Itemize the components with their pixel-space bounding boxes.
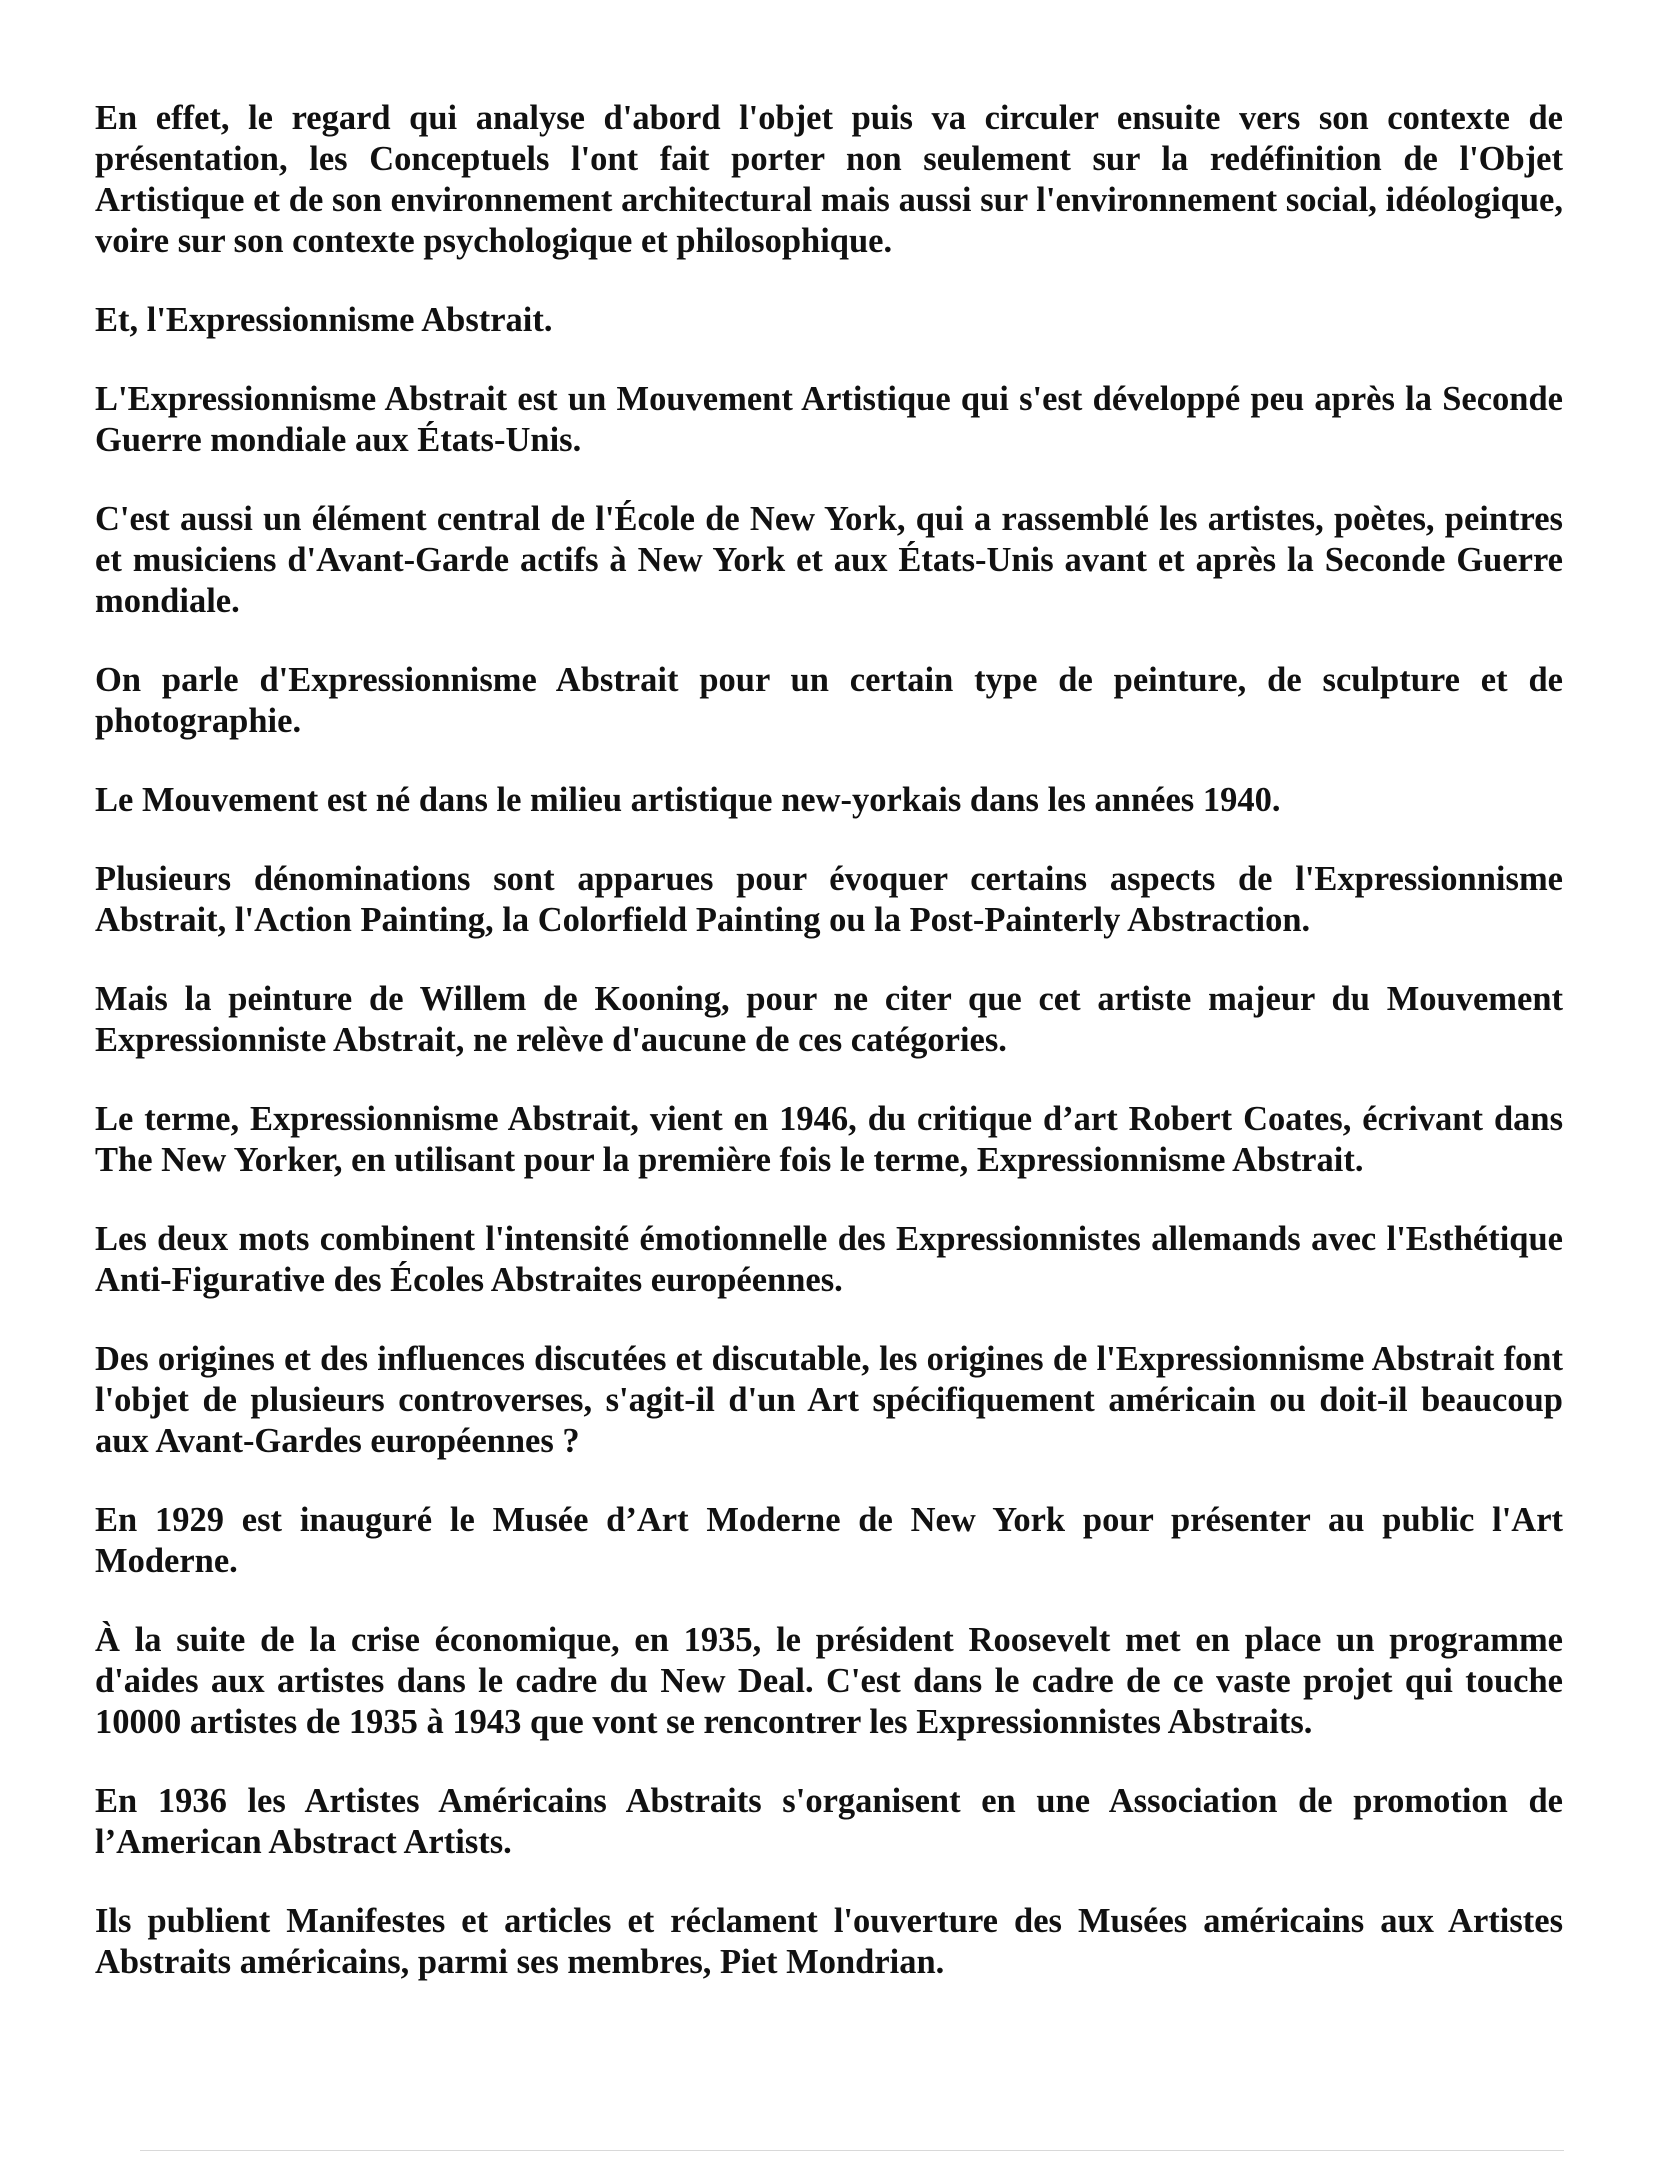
paragraph-new-york-school: C'est aussi un élément central de l'École de New York, qui a rassemblé les artistes, poètes, peintres et musiciens d'Avant-Garde actifs à New York et aux États-Unis avant et après la Seconde Guerre mondiale. (95, 500, 1563, 620)
paragraph-media-types: On parle d'Expressionnisme Abstrait pour un certain type de peinture, de sculpture et de photographie. (95, 661, 1563, 740)
paragraph-manifestos: Ils publient Manifestes et articles et réclament l'ouverture des Musées américains aux Artistes Abstraits américains, parmi ses membres, Piet Mondrian. (95, 1902, 1563, 1981)
document-page (95, 98, 1563, 2021)
paragraph-moma-1929: En 1929 est inauguré le Musée d’Art Moderne de New York pour présenter au public l'Art Moderne. (95, 1501, 1563, 1580)
paragraph-term-origin: Le terme, Expressionnisme Abstrait, vient en 1946, du critique d’art Robert Coates, écrivant dans The New Yorker, en utilisant pour la première fois le terme, Expressionnisme Abstrait. (95, 1100, 1563, 1179)
paragraph-birth-1940s: Le Mouvement est né dans le milieu artistique new-yorkais dans les années 1940. (95, 781, 1281, 819)
paragraph-new-deal: À la suite de la crise économique, en 1935, le président Roosevelt met en place un programme d'aides aux artistes dans le cadre du New Deal. C'est dans le cadre de ce vaste projet qui touche 10000 artistes de 1935 à 1943 que vont se rencontrer les Expressionnistes Abstraits. (95, 1621, 1563, 1741)
page-bottom-rule (140, 2150, 1564, 2151)
paragraph-movement-definition: L'Expressionnisme Abstrait est un Mouvement Artistique qui s'est développé peu après la Seconde Guerre mondiale aux États-Unis. (95, 380, 1563, 459)
paragraph-section-intro: Et, l'Expressionnisme Abstrait. (95, 301, 553, 339)
paragraph-de-kooning: Mais la peinture de Willem de Kooning, pour ne citer que cet artiste majeur du Mouvement Expressionniste Abstrait, ne relève d'aucune de ces catégories. (95, 980, 1563, 1059)
paragraph-origins-controversy: Des origines et des influences discutées et discutable, les origines de l'Expressionnisme Abstrait font l'objet de plusieurs controverses, s'agit-il d'un Art spécifiquement américain ou doit-il beaucoup aux Avant-Gardes européennes ? (95, 1340, 1563, 1460)
paragraph-denominations: Plusieurs dénominations sont apparues pour évoquer certains aspects de l'Expressionnisme Abstrait, l'Action Painting, la Colorfield Painting ou la Post-Painterly Abstraction. (95, 860, 1563, 939)
paragraph-two-words: Les deux mots combinent l'intensité émotionnelle des Expressionnistes allemands avec l'Esthétique Anti-Figurative des Écoles Abstraites européennes. (95, 1220, 1563, 1299)
paragraph-aaa-1936: En 1936 les Artistes Américains Abstraits s'organisent en une Association de promotion de l’American Abstract Artists. (95, 1782, 1563, 1861)
paragraph-conceptual-context: En effet, le regard qui analyse d'abord l'objet puis va circuler ensuite vers son contexte de présentation, les Conceptuels l'ont fait porter non seulement sur la redéfinition de l'Objet Artistique et de son environnement architectural mais aussi sur l'environnement social, idéologique, voire sur son contexte psychologique et philosophique. (95, 99, 1563, 260)
